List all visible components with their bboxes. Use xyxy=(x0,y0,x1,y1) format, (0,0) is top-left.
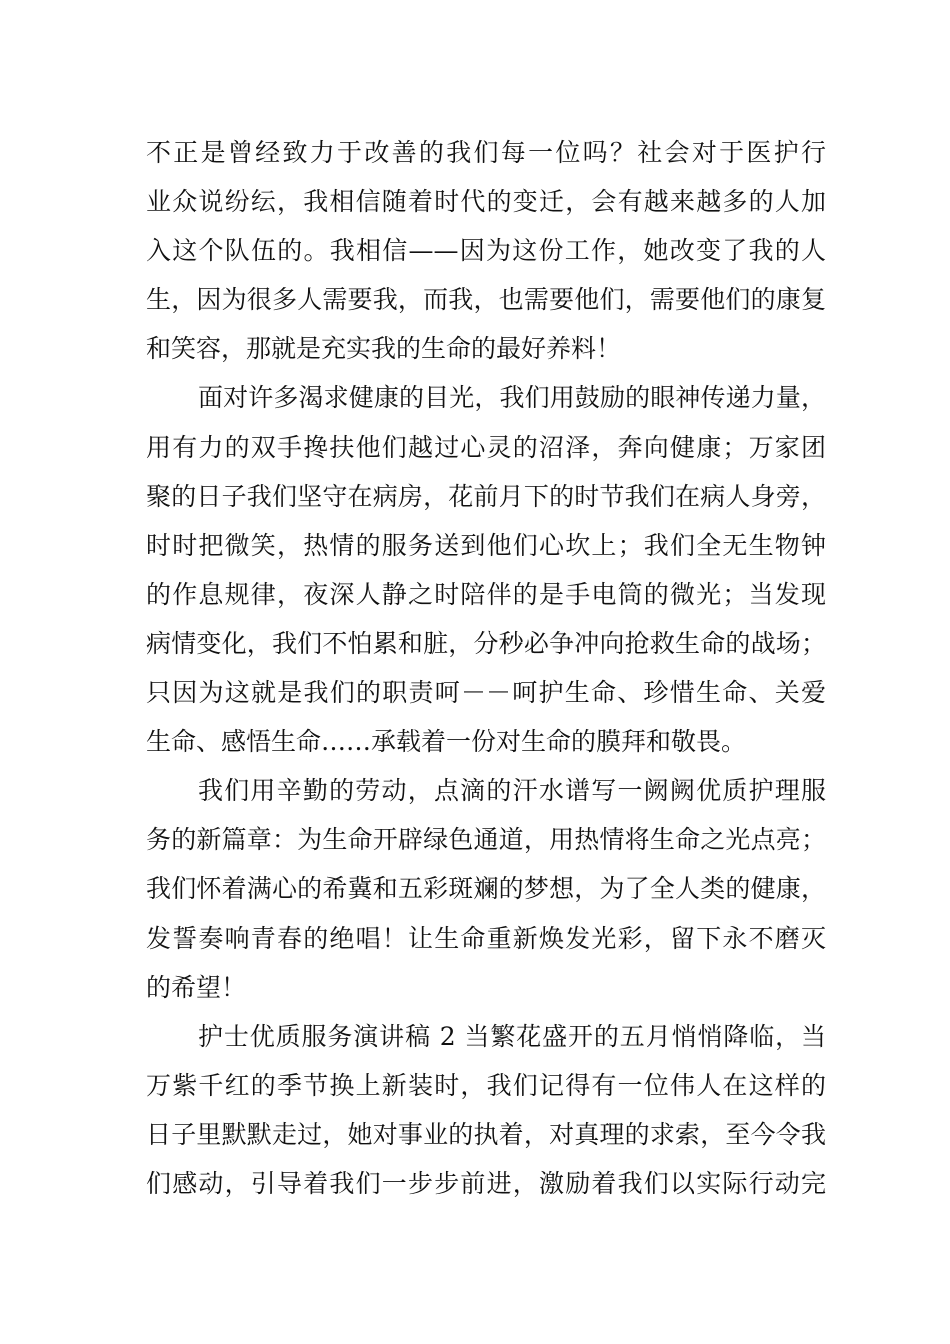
text-line: 的作息规律，夜深人静之时陪伴的是手电筒的微光；当发现 xyxy=(146,579,826,609)
text-line: 和笑容，那就是充实我的生命的最好养料！ xyxy=(146,334,622,364)
text-line: 护士优质服务演讲稿 2 当繁花盛开的五月悄悄降临，当 xyxy=(198,1021,826,1051)
paragraph-3 xyxy=(146,766,826,1011)
paragraph-1 xyxy=(146,128,826,373)
text-line: 万紫千红的季节换上新装时，我们记得有一位伟人在这样的 xyxy=(146,1070,826,1100)
text-line: 不正是曾经致力于改善的我们每一位吗？社会对于医护行 xyxy=(146,138,826,167)
text-line: 入这个队伍的。我相信——因为这份工作，她改变了我的人 xyxy=(146,236,826,266)
text-line: 病情变化，我们不怕累和脏，分秒必争冲向抢救生命的战场； xyxy=(146,628,826,658)
text-line: 时时把微笑，热情的服务送到他们心坎上；我们全无生物钟 xyxy=(146,530,826,560)
text-line: 面对许多渴求健康的目光，我们用鼓励的眼神传递力量， xyxy=(198,383,826,413)
text-line: 们感动，引导着我们一步步前进，激励着我们以实际行动完 xyxy=(146,1168,826,1198)
paragraph-2 xyxy=(146,373,826,766)
text-line: 生，因为很多人需要我，而我，也需要他们，需要他们的康复 xyxy=(146,285,826,315)
text-line: 只因为这就是我们的职责呵－－呵护生命、珍惜生命、关爱 xyxy=(146,678,826,708)
text-line: 我们怀着满心的希冀和五彩斑斓的梦想，为了全人类的健康， xyxy=(146,874,826,904)
text-line: 我们用辛勤的劳动，点滴的汗水谱写一阙阙优质护理服 xyxy=(198,776,826,806)
text-line: 务的新篇章：为生命开辟绿色通道，用热情将生命之光点亮； xyxy=(146,825,826,855)
text-line: 业众说纷纭，我相信随着时代的变迁，会有越来越多的人加 xyxy=(146,187,826,217)
paragraph-4 xyxy=(146,1012,826,1208)
text-line: 的希望！ xyxy=(146,972,247,1002)
text-line: 用有力的双手搀扶他们越过心灵的沼泽，奔向健康；万家团 xyxy=(146,432,826,462)
text-line: 聚的日子我们坚守在病房，花前月下的时节我们在病人身旁， xyxy=(146,481,826,511)
text-line: 日子里默默走过，她对事业的执着，对真理的求索，至今令我 xyxy=(146,1119,826,1149)
document-body xyxy=(146,128,826,1208)
text-line: 生命、感悟生命……承载着一份对生命的膜拜和敬畏。 xyxy=(146,727,747,757)
text-line: 发誓奏响青春的绝唱！让生命重新焕发光彩，留下永不磨灭 xyxy=(146,923,826,953)
